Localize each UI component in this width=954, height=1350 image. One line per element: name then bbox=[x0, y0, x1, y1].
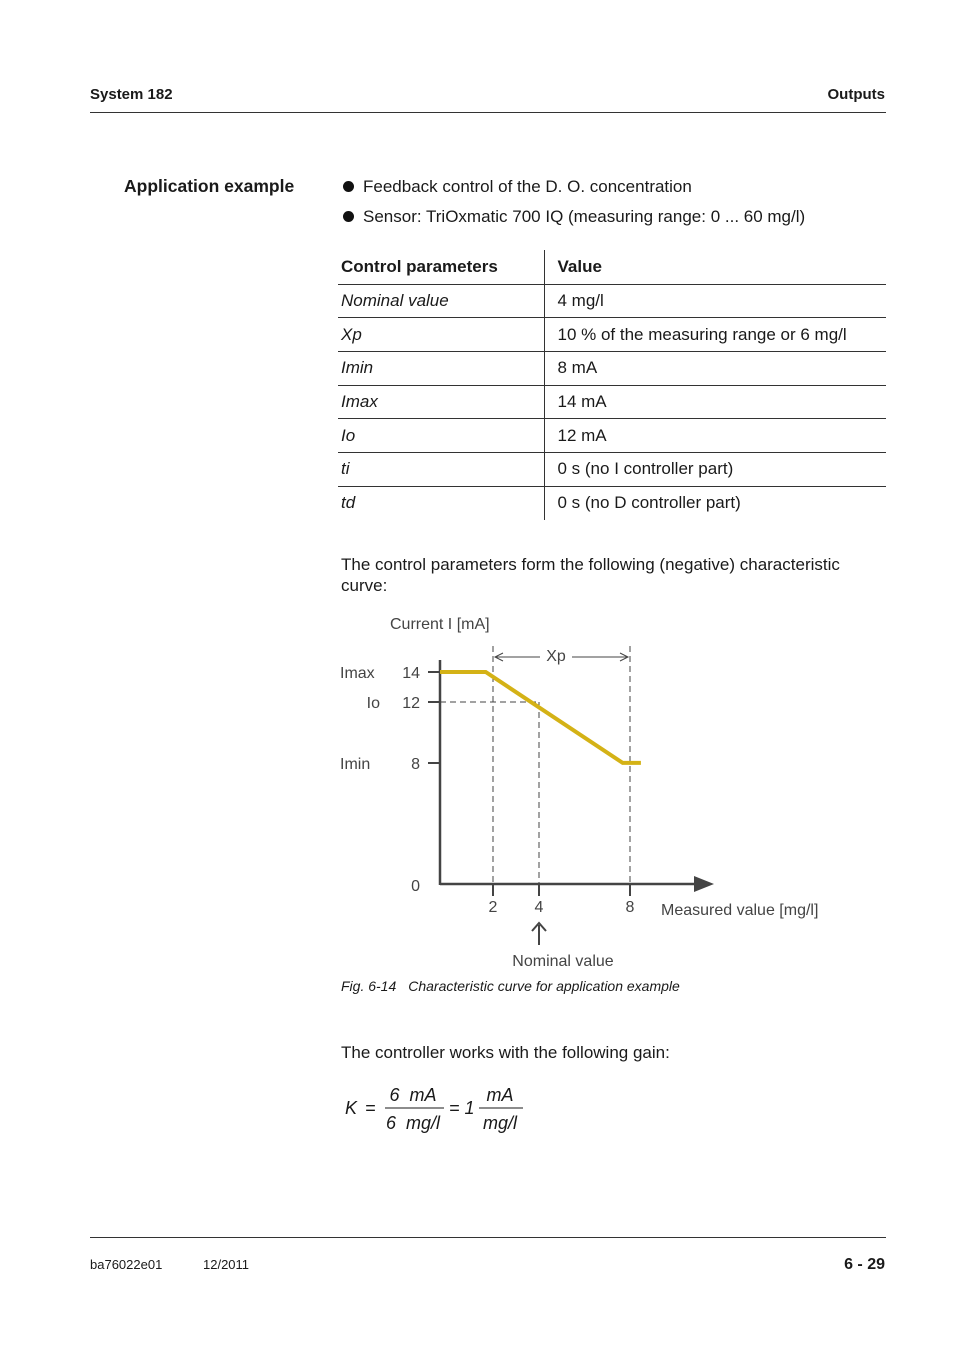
parameter-value: 10 % of the measuring range or 6 mg/l bbox=[544, 318, 886, 352]
table-row bbox=[338, 486, 886, 520]
io-label: Io bbox=[366, 695, 380, 712]
table-row bbox=[338, 419, 886, 453]
parameter-value: 8 mA bbox=[544, 351, 886, 385]
parameter-value: 12 mA bbox=[544, 419, 886, 453]
header-rule bbox=[90, 112, 886, 113]
x-tick-label: 2 bbox=[488, 899, 498, 916]
table-row bbox=[338, 318, 886, 352]
nominal-value-label: Nominal value bbox=[512, 953, 614, 970]
gain-paragraph: The controller works with the following gain: bbox=[341, 1043, 670, 1062]
column-header: Value bbox=[544, 250, 886, 284]
parameter-value: 4 mg/l bbox=[544, 284, 886, 318]
footer-doc-number: ba76022e01 bbox=[90, 1257, 163, 1272]
y-axis-title: Current I [mA] bbox=[390, 616, 490, 633]
footer-rule bbox=[90, 1237, 886, 1238]
parameter-name: Imax bbox=[338, 385, 544, 419]
control-parameters-table bbox=[338, 250, 886, 520]
column-header: Control parameters bbox=[338, 250, 544, 284]
header-title: System 182 bbox=[90, 86, 173, 103]
parameter-name: Xp bbox=[338, 318, 544, 352]
table-row bbox=[338, 284, 886, 318]
bullet-item: Sensor: TriOxmatic 700 IQ (measuring range: 0 ... 60 mg/l) bbox=[341, 206, 805, 236]
parameter-name: Imin bbox=[338, 351, 544, 385]
figure-number: Fig. 6-14 bbox=[341, 978, 397, 994]
gain-formula bbox=[343, 1082, 543, 1142]
footer-page-number: 6 - 29 bbox=[844, 1256, 885, 1273]
table-header-row bbox=[338, 250, 886, 284]
bullet-list bbox=[341, 176, 805, 236]
characteristic-curve-chart bbox=[0, 600, 954, 975]
formula-equals-one: = 1 bbox=[449, 1098, 475, 1118]
imax-label: Imax bbox=[340, 665, 375, 682]
figure-caption bbox=[341, 978, 680, 994]
parameter-value: 14 mA bbox=[544, 385, 886, 419]
bullet-item: Feedback control of the D. O. concentration bbox=[341, 176, 805, 206]
y-tick-label: 8 bbox=[411, 756, 420, 773]
header-section: Outputs bbox=[827, 86, 885, 103]
x-axis-arrowhead bbox=[694, 876, 714, 892]
formula-denominator-2: mg/l bbox=[482, 1113, 518, 1133]
parameter-value: 0 s (no D controller part) bbox=[557, 493, 741, 513]
table-row bbox=[338, 385, 886, 419]
x-tick-label: 8 bbox=[625, 899, 635, 916]
intro-paragraph: The control parameters form the following (negative) characteristic curve: bbox=[341, 555, 840, 595]
section-title: Application example bbox=[124, 176, 295, 196]
table-row bbox=[338, 452, 886, 486]
characteristic-curve-line bbox=[440, 672, 641, 763]
parameter-name: Nominal value bbox=[338, 284, 544, 318]
formula-equals: = bbox=[365, 1098, 376, 1118]
xp-label: Xp bbox=[546, 648, 566, 665]
formula-numerator: 6 mA bbox=[389, 1085, 437, 1105]
formula-numerator-2: mA bbox=[486, 1085, 514, 1105]
parameter-name: Io bbox=[338, 419, 544, 453]
figure-caption-text: Characteristic curve for application example bbox=[408, 978, 680, 994]
table-row bbox=[338, 351, 886, 385]
imin-label: Imin bbox=[340, 756, 371, 773]
y-tick-label: 0 bbox=[411, 878, 420, 895]
parameter-name: td bbox=[338, 486, 544, 520]
formula-k: K bbox=[345, 1098, 358, 1118]
x-tick-label: 4 bbox=[534, 899, 544, 916]
formula-denominator: 6 mg/l bbox=[385, 1113, 441, 1133]
x-axis-title: Measured value [mg/l] bbox=[661, 902, 819, 919]
parameter-name: ti bbox=[338, 452, 544, 486]
y-tick-label: 12 bbox=[402, 695, 420, 712]
parameter-value: 0 s (no I controller part) bbox=[544, 452, 886, 486]
footer-date: 12/2011 bbox=[203, 1257, 250, 1272]
y-tick-label: 14 bbox=[402, 665, 420, 682]
